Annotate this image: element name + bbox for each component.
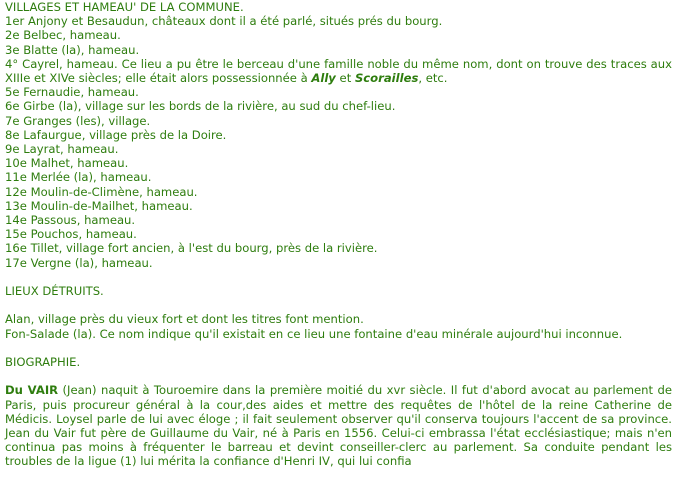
village-item: 5e Fernaudie, hameau. (5, 85, 139, 100)
village-item: 11e Merlée (la), hameau. (5, 170, 152, 185)
villages-heading: VILLAGES ET HAMEAU' DE LA COMMUNE. (5, 0, 244, 14)
lieux-heading: LIEUX DÉTRUITS. (5, 284, 104, 299)
village-item: 1er Anjony et Besaudun, châteaux dont il a été parlé, situés prés du bourg. (5, 14, 443, 29)
lieux-item: Alan, village près du vieux fort et dont les titres font mention. (5, 312, 364, 327)
spacer (5, 270, 672, 284)
village-item: 12e Moulin-de-Climène, hameau. (5, 184, 198, 199)
cayrel-text-before: 4° Cayrel, hameau. Ce lieu a pu être le berceau d'une famille noble du même nom, dont on trouve des traces aux XIIIe et XIVe siècles; elle était alors possessionnée à (5, 56, 672, 86)
bio-name: Du VAIR (5, 383, 59, 398)
cayrel-place-scorailles: Scorailles (354, 71, 419, 86)
cayrel-place-ally: Ally (311, 71, 336, 86)
village-item-cayrel (5, 57, 672, 85)
village-item: 16e Tillet, village fort ancien, à l'est du bourg, près de la rivière. (5, 241, 378, 256)
lieux-item: Fon-Salade (la). Ce nom indique qu'il existait en ce lieu une fontaine d'eau minérale aujourd'hui inconnue. (5, 326, 623, 341)
village-item: 17e Vergne (la), hameau. (5, 255, 153, 270)
spacer (5, 369, 672, 383)
village-item: 2e Belbec, hameau. (5, 28, 121, 43)
cayrel-text-after: , etc. (418, 71, 448, 86)
village-item: 7e Granges (les), village. (5, 113, 151, 128)
biographie-heading: BIOGRAPHIE. (5, 355, 81, 370)
village-item: 13e Moulin-de-Mailhet, hameau. (5, 198, 193, 213)
spacer (5, 298, 672, 312)
biography-paragraph (5, 383, 672, 468)
village-item: 15e Pouchos, hameau. (5, 227, 137, 242)
cayrel-text-between: et (335, 71, 355, 86)
village-item: 9e Layrat, hameau. (5, 142, 119, 157)
village-item: 10e Malhet, hameau. (5, 156, 129, 171)
village-item: 14e Passous, hameau. (5, 213, 136, 228)
bio-text: (Jean) naquit à Touroemire dans la première moitié du xvr siècle. Il fut d'abord avocat au parlement de Paris, puis procureur général à la cour,des aides et mettre des requêtes de l'hôtel de la reine Catherine de Médicis. Loysel parle de lui avec éloge ; il fait seulement observer qu'il conserva toujours l'accent de sa province. Jean du Vair fut père de Guillaume du Vair, né à Paris en 1556. Celui-ci embrassa l'état ecclésiastique; mais n'en continua pas moins à fréquenter le barreau et devint conseiller-clerc au parlement. Sa conduite pendant les troubles de la ligue (1) lui mérita la confiance d'Henri IV, qui lui confia (5, 383, 672, 469)
village-item: 3e Blatte (la), hameau. (5, 42, 140, 57)
village-item: 6e Girbe (la), village sur les bords de la rivière, au sud du chef-lieu. (5, 99, 396, 114)
spacer (5, 341, 672, 355)
village-item: 8e Lafaurgue, village près de la Doire. (5, 127, 227, 142)
